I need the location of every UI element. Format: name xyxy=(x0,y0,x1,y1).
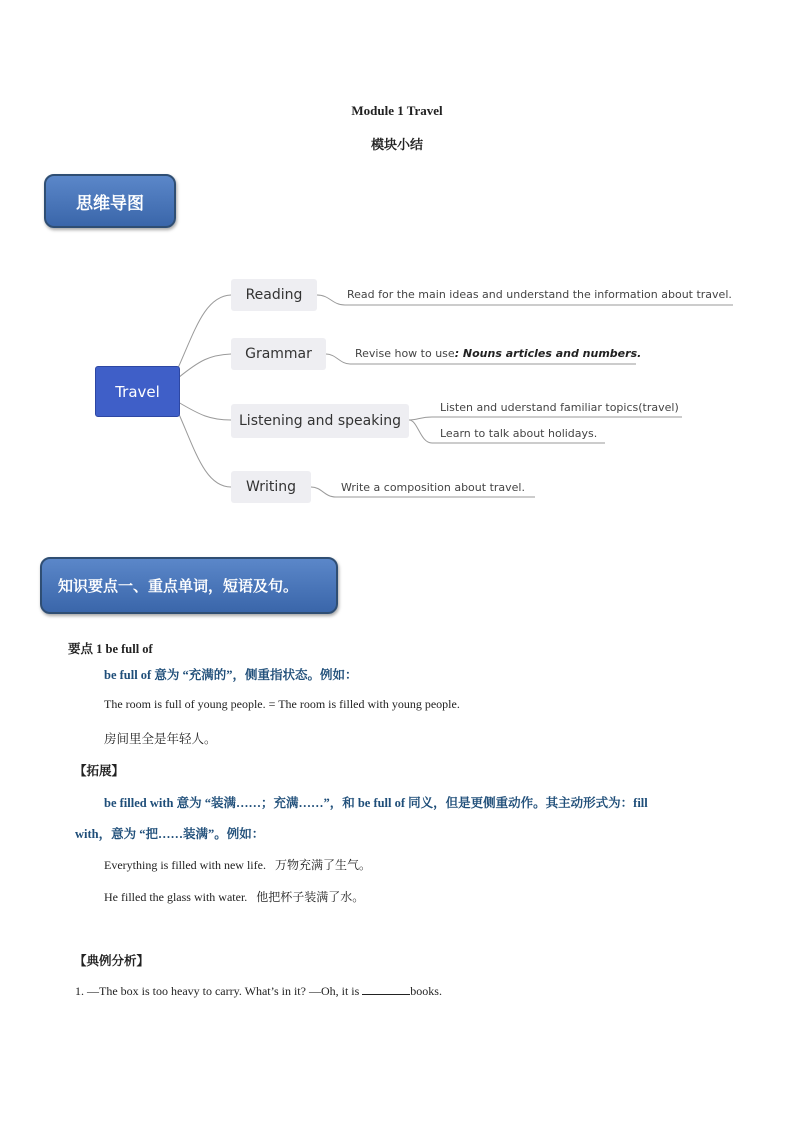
mindmap-leaf-reading: Read for the main ideas and understand the information about travel. xyxy=(347,288,732,301)
extend-example-2-en: He filled the glass with water. xyxy=(104,890,248,904)
extend-example-2 xyxy=(104,888,364,905)
point1-example-cn: 房间里全是年轻人。 xyxy=(104,731,217,746)
extend-example-1-en: Everything is filled with new life. xyxy=(104,858,266,872)
extend-line-2: with，意为 “把……装满”。例如： xyxy=(75,827,265,841)
point1-explanation: be full of 意为 “充满的”，侧重指状态。例如： xyxy=(104,668,358,682)
mindmap-node-reading: Reading xyxy=(231,279,317,311)
mindmap-leaf-writing: Write a composition about travel. xyxy=(341,481,525,494)
section-mindmap-header: 思维导图 xyxy=(44,174,176,228)
question-1-suffix: books. xyxy=(410,984,442,998)
extend-example-1-cn: 万物充满了生气。 xyxy=(274,858,371,872)
question-1-prefix: 1. —The box is too heavy to carry. What’s in it? —Oh, it is xyxy=(75,984,360,998)
page-title: Module 1 Travel xyxy=(351,103,443,118)
extend-example-1 xyxy=(104,856,371,873)
mindmap-leaf-listening-2: Learn to talk about holidays. xyxy=(440,427,598,440)
mindmap-connectors xyxy=(0,0,794,560)
section-knowledge-header: 知识要点一、重点单词，短语及句。 xyxy=(40,557,338,614)
extend-heading: 【拓展】 xyxy=(74,764,125,778)
examples-heading: 【典例分析】 xyxy=(74,954,150,968)
point1-example-en: The room is full of young people. = The room is filled with young people. xyxy=(104,697,460,711)
grammar-leaf-emphasis: : Nouns articles and numbers. xyxy=(454,347,642,360)
mindmap-center-travel: Travel xyxy=(95,366,180,417)
mindmap-leaf-grammar xyxy=(355,347,641,360)
mindmap-leaf-listening-1: Listen and uderstand familiar topics(travel) xyxy=(440,401,679,414)
mindmap-node-grammar: Grammar xyxy=(231,338,326,370)
page-subtitle: 模块小结 xyxy=(370,137,423,152)
extend-line-1: be filled with 意为 “装满……；充满……”，和 be full of 同义，但是更侧重动作。其主动形式为：fill xyxy=(104,796,648,810)
example-question-1 xyxy=(75,983,442,999)
mindmap-node-writing: Writing xyxy=(231,471,311,503)
point1-heading: 要点 1 be full of xyxy=(68,642,153,656)
mindmap-node-listening-speaking: Listening and speaking xyxy=(231,404,409,438)
question-1-blank[interactable] xyxy=(362,983,410,995)
grammar-leaf-prefix: Revise how to use xyxy=(355,347,455,360)
extend-example-2-cn: 他把杯子装满了水。 xyxy=(256,890,365,904)
